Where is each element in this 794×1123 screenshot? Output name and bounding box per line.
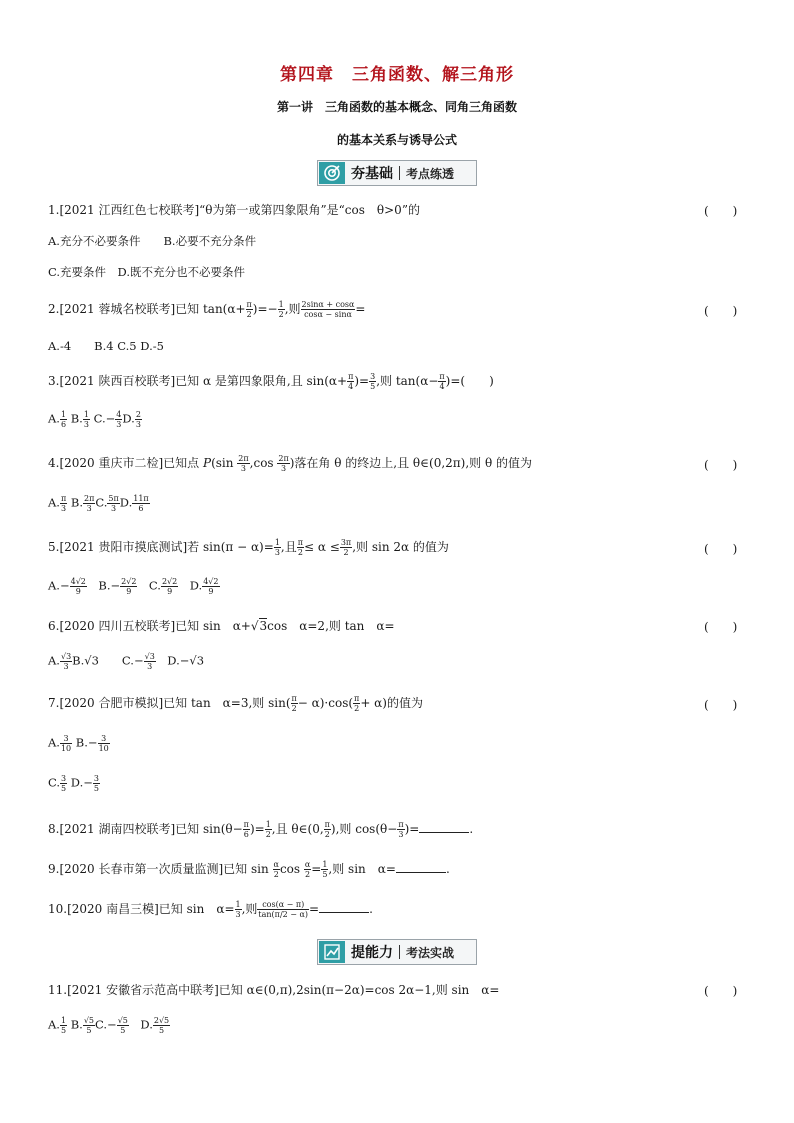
question-3: 3.[2021 陕西百校联考]已知 α 是第四象限角,且 sin(α+ $\frac{\pi}{4}$ )= $\frac{3}{5}$ ,则 tan(α− $\frac{\pi}{4}$ )=( ) <box>48 372 494 391</box>
banner-divider <box>399 945 400 959</box>
question-4: 4.[2020 重庆市二检]已知点 P(sin $\frac{2\pi}{3}$ ,cos $\frac{2\pi}{3}$ )落在角 θ 的终边上,且 θ∈(0,2π),则 θ 的值为 <box>48 454 533 473</box>
question-1-options-cd: C.充要条件 D.既不充分也不必要条件 <box>48 265 246 279</box>
q5-frac-1: $\frac{1}{3}$ <box>274 538 280 557</box>
q2-frac-3: $\frac{2\sin\alpha + \cos\alpha}{\cos\alpha - \sin\alpha}$ <box>301 300 355 319</box>
question-6: 6.[2020 四川五校联考]已知 sin α+√3cos α=2,则 tan α= <box>48 619 395 633</box>
q2-prefix: 2.[2021 蓉城名校联考]已知 tan(α+ <box>48 302 246 316</box>
q4-frac-1: $\frac{2\pi}{3}$ <box>238 454 249 473</box>
banner-main-label: 夯基础 <box>351 166 393 182</box>
q3-frac-1: $\frac{\pi}{4}$ <box>348 372 354 391</box>
answer-bracket-11: ( ) <box>704 984 738 998</box>
lecture-title-line2: 的基本关系与诱导公式 <box>336 133 457 147</box>
section-banner-basic <box>317 160 477 186</box>
question-10: 10.[2020 南昌三模]已知 sin α= $\frac{1}{3}$ ,则 $\frac{\cos(\alpha - \pi)}{\tan(\pi/2 - \alpha)}$ = . <box>48 900 373 919</box>
q3-frac-3: $\frac{\pi}{4}$ <box>439 372 445 391</box>
q2-frac-2: $\frac{1}{2}$ <box>278 300 284 319</box>
answer-blank-9[interactable] <box>396 862 446 873</box>
question-2-options: A.-4 B.4 C.5 D.-5 <box>48 339 164 353</box>
q2-frac-1: $\frac{\pi}{2}$ <box>246 300 252 319</box>
q5-frac-2: $\frac{\pi}{2}$ <box>297 538 303 557</box>
question-1: 1.[2021 江西红色七校联考]“θ为第一或第四象限角”是“cos θ>0”的 <box>48 203 420 217</box>
banner-divider <box>399 166 400 180</box>
question-6-options: A. $\frac{√3}{3}$ B.√3 C.− $\frac{√3}{3}$ D.−√3 <box>48 652 205 671</box>
question-5: 5.[2021 贵阳市摸底测试]若 sin(π − α)= $\frac{1}{3}$ ,且 $\frac{\pi}{2}$ ≤ α ≤ $\frac{3\pi}{2}$ ,则 sin 2α 的值为 <box>48 538 449 557</box>
answer-bracket-5: ( ) <box>704 542 738 556</box>
question-1-options-ab: A.充分不必要条件 B.必要不充分条件 <box>48 234 257 248</box>
answer-bracket-4: ( ) <box>704 458 738 472</box>
q7-frac-1: $\frac{\pi}{2}$ <box>291 694 297 713</box>
question-4-options: A. $\frac{\pi}{3}$ B. $\frac{2\pi}{3}$ C. $\frac{5\pi}{3}$ D. $\frac{11\pi}{6}$ <box>48 494 149 513</box>
trend-chart-icon <box>319 941 345 963</box>
question-11-options: A. $\frac{1}{5}$ B. $\frac{√5}{5}$ C.− $\frac{√5}{5}$ D. $\frac{2√5}{5}$ <box>48 1016 170 1035</box>
question-7-options-cd: C. $\frac{3}{5}$ D.− $\frac{3}{5}$ <box>48 774 99 793</box>
banner-main-label: 提能力 <box>351 945 393 961</box>
answer-blank-10[interactable] <box>319 902 369 913</box>
q5-frac-3: $\frac{3\pi}{2}$ <box>340 538 352 557</box>
answer-bracket-1: ( ) <box>704 204 738 218</box>
question-9: 9.[2020 长春市第一次质量监测]已知 sin $\frac{\alpha}{2}$ cos $\frac{\alpha}{2}$ = $\frac{1}{5}$ ,则 sin α= . <box>48 860 450 879</box>
answer-bracket-6: ( ) <box>704 620 738 634</box>
question-8: 8.[2021 湖南四校联考]已知 sin(θ− $\frac{\pi}{6}$ )= $\frac{1}{2}$ ,且 θ∈(0, $\frac{\pi}{2}$ ),则 cos(θ− $\frac{\pi}{3}$ )= . <box>48 820 474 839</box>
q3-frac-2: $\frac{3}{5}$ <box>370 372 376 391</box>
question-5-options: A.− $\frac{4√2}{9}$ B.− $\frac{2√2}{9}$ C. $\frac{2√2}{9}$ D. $\frac{4√2}{9}$ <box>48 577 219 596</box>
banner-sub-label: 考点练透 <box>406 166 455 181</box>
question-7-options-ab: A. $\frac{3}{10}$ B.− $\frac{3}{10}$ <box>48 734 109 753</box>
lecture-title-line1: 第一讲 三角函数的基本概念、同角三角函数 <box>276 100 517 114</box>
q7-frac-2: $\frac{\pi}{2}$ <box>354 694 360 713</box>
target-icon <box>319 162 345 184</box>
answer-bracket-2: ( ) <box>704 304 738 318</box>
question-3-options: A. $\frac{1}{6}$ B. $\frac{1}{3}$ C.− $\frac{4}{3}$ D. $\frac{2}{3}$ <box>48 410 141 429</box>
answer-blank-8[interactable] <box>419 822 469 833</box>
question-7: 7.[2020 合肥市模拟]已知 tan α=3,则 sin( $\frac{\pi}{2}$ − α)·cos( $\frac{\pi}{2}$ + α)的值为 <box>48 694 423 713</box>
answer-bracket-7: ( ) <box>704 698 738 712</box>
banner-sub-label: 考法实战 <box>406 945 455 960</box>
question-11: 11.[2021 安徽省示范高中联考]已知 α∈(0,π),2sin(π−2α)=cos 2α−1,则 sin α= <box>48 983 500 997</box>
q4-frac-2: $\frac{2\pi}{3}$ <box>278 454 289 473</box>
section-banner-ability <box>317 939 477 965</box>
chapter-title: 第四章 三角函数、解三角形 <box>280 65 514 85</box>
question-2: 2.[2021 蓉城名校联考]已知 tan(α+ $\frac{\pi}{2}$ )=− $\frac{1}{2}$ ,则 $\frac{2\sin\alpha + \cos\alpha}{\cos\alpha - \sin\alpha}$ = <box>48 300 366 319</box>
